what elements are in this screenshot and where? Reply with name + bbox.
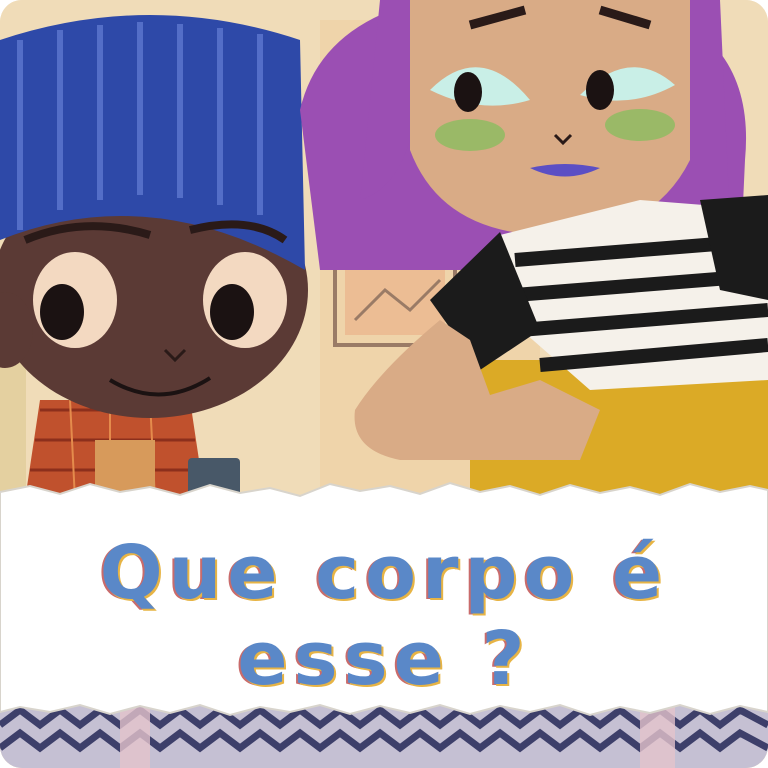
cover-title: Que corpo é esse ? bbox=[99, 530, 669, 702]
